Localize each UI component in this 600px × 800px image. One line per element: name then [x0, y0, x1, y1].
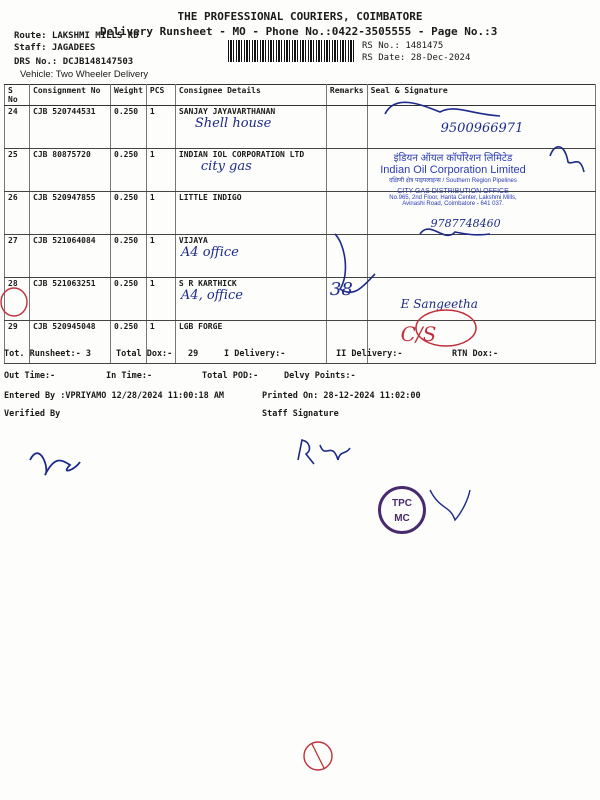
- stamp-signature: [430, 490, 470, 520]
- row-pcs: 1: [146, 321, 175, 364]
- signature-scribble-3: [420, 229, 490, 235]
- row-pcs: 1: [146, 278, 175, 321]
- ioc-address-2: Avinashi Road, Coimbatore - 641 037.: [402, 201, 504, 207]
- handwritten-phone: 9500966971: [440, 121, 524, 136]
- i-delivery: I Delivery:-: [224, 349, 286, 359]
- vehicle-label: Vehicle: Two Wheeler Delivery: [20, 69, 149, 80]
- cs-mark: C/S: [400, 322, 437, 346]
- col-pcs: PCS: [146, 85, 175, 106]
- row-consignment: CJB 521063251: [30, 278, 111, 321]
- rs-number: RS No.: 1481475: [362, 41, 444, 51]
- handwritten-note: A4 office: [180, 245, 239, 260]
- signature-scribble-1: [385, 102, 500, 116]
- company-title: THE PROFESSIONAL COURIERS, COIMBATORE: [177, 10, 423, 23]
- row-consignee: LITTLE INDIGO: [175, 192, 326, 235]
- staff-signature-label: Staff Signature: [262, 409, 339, 419]
- signature-scribble-2: [550, 147, 584, 172]
- total-dox-value: 29: [188, 349, 199, 359]
- consignee-name: SANJAY JAYAVARTHANAN: [178, 107, 276, 116]
- row-consignment: CJB 520945048: [30, 321, 111, 364]
- row-pcs: 1: [146, 235, 175, 278]
- ioc-address-1: No.965, 2nd Floor, Harita Center, Lakshmi Mills,: [389, 195, 517, 201]
- ioc-office: CITY GAS DISTRIBUTION OFFICE: [397, 188, 509, 195]
- col-consignment: Consignment No: [30, 85, 111, 106]
- ioc-name: Indian Oil Corporation Limited: [380, 164, 526, 176]
- staff-label: Staff: JAGADEES: [14, 43, 96, 53]
- signature-scribble-4: [335, 234, 375, 292]
- verified-signature: [30, 453, 80, 475]
- tpc-stamp-line2: MC: [394, 513, 410, 524]
- consignee-name: S R KARTHICK: [178, 279, 237, 288]
- col-seal-signature: Seal & Signature: [367, 85, 595, 106]
- row-sno: 24: [5, 106, 30, 149]
- col-weight: Weight: [111, 85, 147, 106]
- row-pcs: 1: [146, 192, 175, 235]
- handwritten-signature: E Sangeetha: [400, 297, 478, 311]
- route-label: Route: LAKSHMI MILLS RD: [14, 31, 139, 41]
- verified-by: Verified By: [4, 409, 61, 419]
- row-29-circle: [1, 288, 27, 316]
- staff-signature: [298, 440, 350, 464]
- row-sno: 27: [5, 235, 30, 278]
- ii-delivery: II Delivery:-: [336, 349, 403, 359]
- tpc-stamp: [378, 486, 426, 534]
- delvy-points: Delvy Points:-: [284, 371, 356, 381]
- row-sno: 25: [5, 149, 30, 192]
- row-consignment: CJB 520947855: [30, 192, 111, 235]
- printed-on: Printed On: 28-12-2024 11:02:00: [262, 391, 421, 401]
- consignee-name: INDIAN IOL CORPORATION LTD: [178, 150, 305, 159]
- entered-by: Entered By :VPRIYAMO 12/28/2024 11:00:18 AM: [4, 391, 225, 401]
- row-sno: 29: [5, 321, 30, 364]
- rtn-dox: RTN Dox:-: [452, 349, 499, 359]
- runsheet-subtitle: Delivery Runsheet - MO - Phone No.:0422-3505555 - Page No.:3: [100, 25, 498, 38]
- handwriting-overlay: [0, 84, 600, 364]
- drs-number: DRS No.: DCJB148147503: [14, 57, 134, 67]
- handwritten-phone: 9787748460: [430, 217, 501, 230]
- total-dox-label: Total Dox:-: [116, 349, 173, 359]
- consignee-name: VIJAYA: [178, 236, 208, 245]
- row-sno: 28: [5, 278, 30, 321]
- col-sno: S No: [5, 85, 30, 106]
- bottom-mark-line: [312, 744, 324, 768]
- col-remarks: Remarks: [326, 85, 367, 106]
- col-consignee: Consignee Details: [175, 85, 326, 106]
- handwritten-note: A4, office: [180, 288, 243, 303]
- barcode: [228, 40, 356, 62]
- tpc-stamp-line1: TPC: [392, 498, 412, 509]
- row-weight: 0.250: [111, 321, 147, 364]
- rs-date: RS Date: 28-Dec-2024: [362, 53, 471, 63]
- in-time: In Time:-: [106, 371, 153, 381]
- row-weight: 0.250: [111, 149, 147, 192]
- ioc-region: दक्षिणी क्षेत्र पाइपलाइन्स / Southern Region Pipelines: [389, 178, 517, 184]
- handwritten-note: city gas: [200, 159, 252, 174]
- row-consignment: CJB 80875720: [30, 149, 111, 192]
- remark-number: 38: [329, 279, 353, 300]
- indian-oil-stamp: [358, 150, 548, 207]
- handwritten-note: Shell house: [194, 116, 272, 131]
- row-weight: 0.250: [111, 192, 147, 235]
- row-weight: 0.250: [111, 278, 147, 321]
- total-pod: Total POD:-: [202, 371, 259, 381]
- row-consignee: LGB FORGE: [175, 321, 326, 364]
- row-sno: 26: [5, 192, 30, 235]
- ioc-hindi-name: इंडियन ऑयल कॉर्पोरेशन लिमिटेड: [393, 153, 513, 164]
- tot-runsheet: Tot. Runsheet:- 3: [4, 349, 91, 359]
- row-weight: 0.250: [111, 106, 147, 149]
- cs-circle: [416, 310, 476, 346]
- row-pcs: 1: [146, 149, 175, 192]
- row-consignment: CJB 521064084: [30, 235, 111, 278]
- row-pcs: 1: [146, 106, 175, 149]
- row-consignment: CJB 520744531: [30, 106, 111, 149]
- out-time: Out Time:-: [4, 371, 56, 381]
- bottom-signatures: [0, 430, 600, 800]
- row-weight: 0.250: [111, 235, 147, 278]
